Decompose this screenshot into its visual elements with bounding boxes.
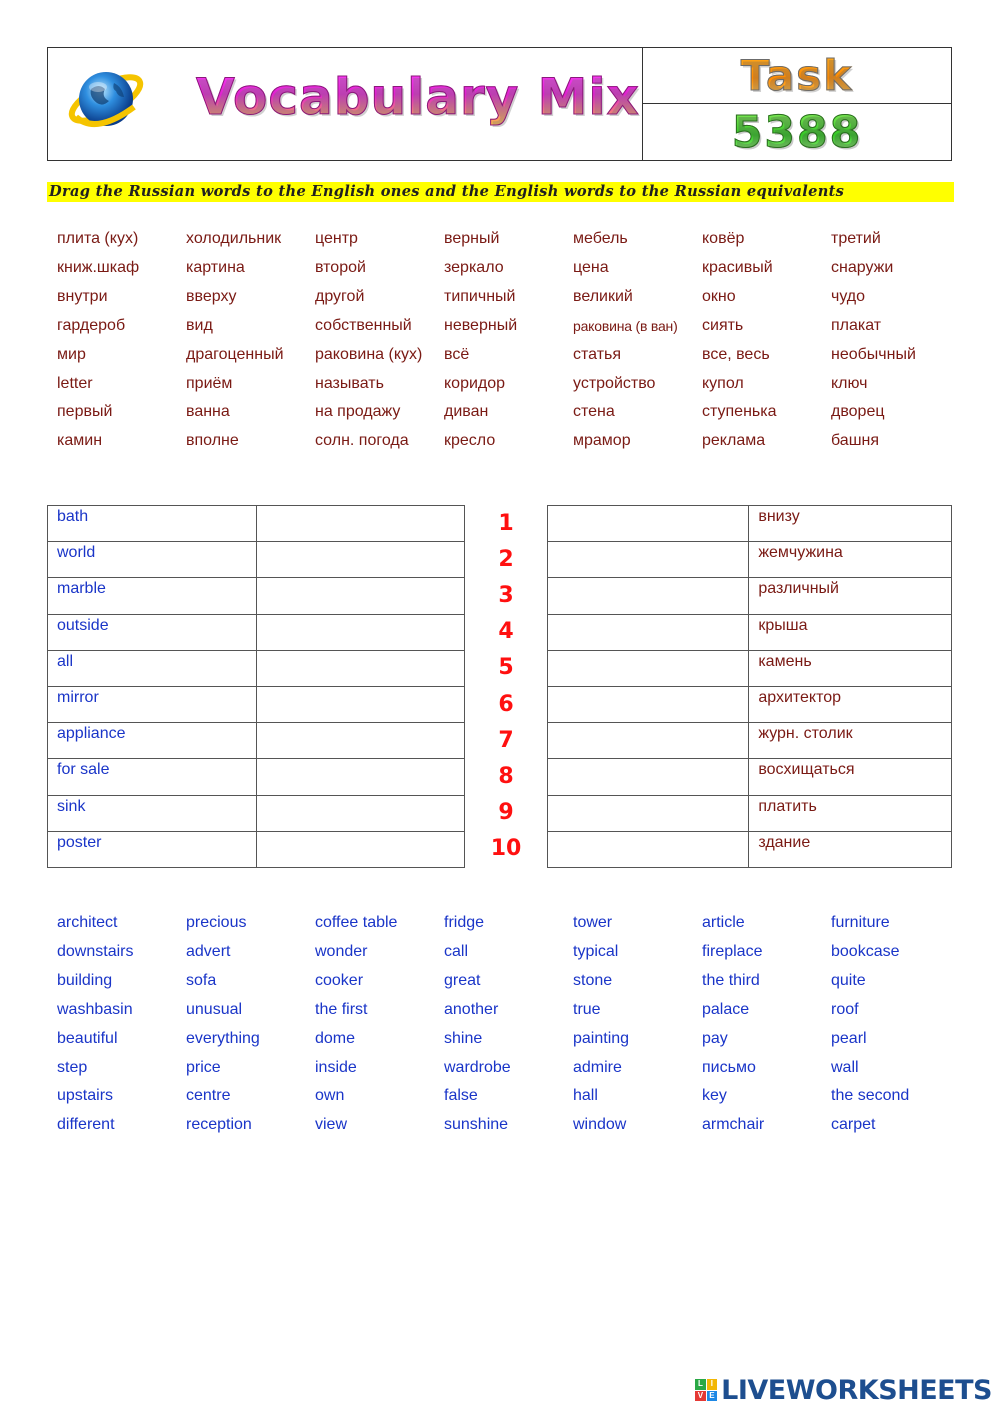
logo-mark-letter: L	[695, 1379, 706, 1390]
liveworksheets-logo	[695, 1375, 992, 1405]
russian-word-cell: журн. столик	[749, 723, 952, 759]
russian-word-tile[interactable]: мир	[57, 345, 86, 363]
russian-word-tile[interactable]: устройство	[573, 374, 656, 392]
english-word-tile[interactable]: palace	[702, 1000, 750, 1018]
russian-word-tile[interactable]: коридор	[444, 374, 506, 392]
russian-word-tile[interactable]: холодильник	[186, 230, 282, 247]
english-drop-target[interactable]	[548, 795, 749, 831]
russian-word-cell: платить	[749, 795, 952, 831]
russian-word-tile[interactable]: второй	[315, 258, 366, 276]
english-word-tile[interactable]: true	[573, 1000, 601, 1018]
english-word-tile[interactable]: everything	[186, 1029, 260, 1047]
russian-word-tile[interactable]: всё	[444, 345, 470, 363]
row-number: 3	[498, 582, 514, 608]
english-word-tile[interactable]: carpet	[831, 1116, 876, 1134]
english-word-tile[interactable]: call	[444, 942, 469, 960]
russian-word-tile[interactable]: ключ	[831, 374, 868, 392]
russian-word-tile[interactable]: башня	[831, 432, 880, 450]
russian-drop-target[interactable]	[256, 650, 464, 686]
english-word-cell: appliance	[48, 723, 257, 759]
russian-word-tile[interactable]: мрамор	[573, 432, 631, 450]
row-number: 4	[498, 619, 514, 645]
english-word-tile[interactable]: precious	[186, 914, 247, 931]
table-row	[548, 686, 952, 722]
russian-word-tile[interactable]: стена	[573, 403, 615, 421]
english-word-tile[interactable]: article	[702, 914, 745, 931]
table-row	[48, 723, 465, 759]
english-word-tile[interactable]: inside	[315, 1058, 357, 1076]
table-row	[548, 831, 952, 867]
russian-word-tile[interactable]: центр	[315, 230, 358, 247]
english-word-tile[interactable]: roof	[831, 1000, 859, 1018]
russian-word-tile[interactable]: кресло	[444, 432, 496, 450]
table-row	[48, 614, 465, 650]
table-row	[548, 542, 952, 578]
english-word-cell: all	[48, 650, 257, 686]
russian-word-cell: различный	[749, 578, 952, 614]
russian-word-tile[interactable]: на продажу	[315, 403, 401, 421]
russian-word-tile[interactable]: необычный	[831, 345, 916, 363]
english-word-tile[interactable]: fireplace	[702, 942, 763, 960]
row-number: 7	[498, 727, 514, 753]
russian-word-tile[interactable]: снаружи	[831, 258, 894, 276]
english-drop-target[interactable]	[548, 759, 749, 795]
russian-word-tile[interactable]: раковина (в ван)	[573, 317, 678, 334]
table-row	[48, 506, 465, 542]
english-word-tile[interactable]: beautiful	[57, 1029, 118, 1047]
english-word-tile[interactable]: the first	[315, 1000, 368, 1018]
table-row	[548, 795, 952, 831]
english-word-tile[interactable]: painting	[573, 1029, 630, 1047]
english-drop-target[interactable]	[548, 578, 749, 614]
logo-mark-letter: I	[707, 1379, 718, 1390]
russian-word-tile[interactable]: сиять	[702, 316, 744, 334]
russian-word-tile[interactable]: мебель	[573, 230, 628, 247]
english-word-tile[interactable]: admire	[573, 1058, 622, 1076]
row-number: 5	[498, 655, 514, 681]
russian-word-tile[interactable]: купол	[702, 374, 744, 392]
russian-word-tile[interactable]: солн. погода	[315, 432, 409, 450]
table-row	[48, 686, 465, 722]
russian-word-tile[interactable]: типичный	[444, 287, 516, 305]
russian-word-tile[interactable]: собственный	[315, 316, 412, 334]
english-word-tile[interactable]: quite	[831, 971, 866, 989]
row-number: 10	[490, 836, 522, 862]
english-word-tile[interactable]: unusual	[186, 1000, 243, 1018]
english-drop-target[interactable]	[548, 614, 749, 650]
english-word-tile[interactable]: письмо	[702, 1058, 756, 1076]
english-word-tile[interactable]: window	[573, 1116, 627, 1134]
russian-word-tile[interactable]: картина	[186, 258, 245, 276]
english-word-tile[interactable]: building	[57, 971, 113, 989]
russian-word-tile[interactable]: гардероб	[57, 316, 126, 334]
russian-word-tile[interactable]: ковёр	[702, 230, 745, 247]
english-word-tile[interactable]: false	[444, 1087, 478, 1105]
russian-word-tile[interactable]: книж.шкаф	[57, 258, 140, 276]
english-word-tile[interactable]: wonder	[315, 942, 368, 960]
table-row	[548, 614, 952, 650]
english-drop-target[interactable]	[548, 542, 749, 578]
russian-word-cell: архитектор	[749, 686, 952, 722]
english-word-tile[interactable]: sofa	[186, 971, 217, 989]
russian-word-cell: внизу	[749, 506, 952, 542]
russian-word-tile[interactable]: letter	[57, 374, 93, 392]
russian-word-tile[interactable]: раковина (кух)	[315, 345, 423, 363]
russian-word-cell: крыша	[749, 614, 952, 650]
english-word-tile[interactable]: furniture	[831, 914, 890, 931]
english-word-tile[interactable]: washbasin	[57, 1000, 133, 1018]
russian-drop-target[interactable]	[256, 506, 464, 542]
russian-word-tile[interactable]: все, весь	[702, 345, 770, 363]
english-word-tile[interactable]: cooker	[315, 971, 364, 989]
russian-word-tile[interactable]: камин	[57, 432, 103, 450]
russian-word-tile[interactable]: окно	[702, 287, 736, 305]
english-word-cell: mirror	[48, 686, 257, 722]
russian-word-tile[interactable]: дворец	[831, 403, 885, 421]
globe-icon	[66, 63, 146, 133]
russian-word-tile[interactable]: первый	[57, 403, 113, 421]
russian-word-tile[interactable]: реклама	[702, 432, 766, 450]
russian-word-tile[interactable]: ванна	[186, 403, 230, 421]
english-word-tile[interactable]: fridge	[444, 914, 485, 931]
english-word-cell: bath	[48, 506, 257, 542]
russian-word-tile[interactable]: плита (кух)	[57, 230, 139, 247]
russian-drop-target[interactable]	[256, 614, 464, 650]
instruction-banner: Drag the Russian words to the English ones and the English words to the Russian equivalents	[47, 182, 954, 202]
task-number-cell	[643, 104, 951, 160]
russian-word-cell: жемчужина	[749, 542, 952, 578]
english-word-tile[interactable]: the third	[702, 971, 760, 989]
russian-drop-target[interactable]	[256, 542, 464, 578]
russian-word-tile[interactable]: чудо	[831, 287, 866, 305]
header-box	[47, 47, 952, 161]
english-drop-target[interactable]	[548, 506, 749, 542]
russian-drop-target[interactable]	[256, 831, 464, 867]
english-word-tile[interactable]: pay	[702, 1029, 728, 1047]
english-word-tile[interactable]: bookcase	[831, 942, 900, 960]
english-drop-target[interactable]	[548, 686, 749, 722]
english-word-tile[interactable]: own	[315, 1087, 345, 1105]
russian-word-tile[interactable]: другой	[315, 287, 365, 305]
row-number: 2	[498, 546, 514, 572]
english-word-cell: sink	[48, 795, 257, 831]
russian-word-tile[interactable]: вполне	[186, 432, 239, 450]
english-word-tile[interactable]: advert	[186, 942, 231, 960]
english-word-tile[interactable]: pearl	[831, 1029, 867, 1047]
russian-word-tile[interactable]: ступенька	[702, 403, 777, 421]
russian-word-tile[interactable]: называть	[315, 374, 384, 392]
english-word-tile[interactable]: coffee table	[315, 914, 398, 931]
english-to-russian-table	[47, 505, 465, 868]
row-number: 1	[498, 510, 514, 536]
russian-word-tile[interactable]: внутри	[57, 287, 108, 305]
table-row	[548, 650, 952, 686]
russian-word-tile[interactable]: статья	[573, 345, 622, 363]
task-label-cell	[643, 48, 951, 104]
russian-to-english-table	[547, 505, 952, 868]
table-row	[548, 759, 952, 795]
english-word-tile[interactable]: the second	[831, 1087, 910, 1105]
table-row	[48, 578, 465, 614]
russian-word-tile[interactable]: вид	[186, 316, 213, 334]
russian-word-tile[interactable]: красивый	[702, 258, 773, 276]
russian-drop-target[interactable]	[256, 759, 464, 795]
english-word-tile[interactable]: another	[444, 1000, 499, 1018]
row-number: 6	[498, 691, 514, 717]
row-numbers	[480, 505, 532, 867]
row-number: 8	[498, 763, 514, 789]
english-drop-target[interactable]	[548, 723, 749, 759]
russian-drop-target[interactable]	[256, 578, 464, 614]
english-word-cell: outside	[48, 614, 257, 650]
russian-word-tile[interactable]: диван	[444, 403, 489, 421]
russian-word-tile[interactable]: верный	[444, 230, 500, 247]
english-word-tile[interactable]: price	[186, 1058, 221, 1076]
table-row	[548, 506, 952, 542]
english-word-tile[interactable]: upstairs	[57, 1087, 114, 1105]
table-row	[48, 795, 465, 831]
english-word-tile[interactable]: wall	[831, 1058, 859, 1076]
russian-word-cell: камень	[749, 650, 952, 686]
russian-word-tile[interactable]: великий	[573, 287, 633, 305]
russian-drop-target[interactable]	[256, 795, 464, 831]
english-word-tile[interactable]: shine	[444, 1029, 483, 1047]
russian-drop-target[interactable]	[256, 723, 464, 759]
english-word-tile[interactable]: hall	[573, 1087, 598, 1105]
english-word-tile[interactable]: tower	[573, 914, 613, 931]
table-row	[548, 723, 952, 759]
russian-drop-target[interactable]	[256, 686, 464, 722]
logo-mark-icon	[695, 1379, 717, 1401]
russian-word-cell: восхищаться	[749, 759, 952, 795]
english-word-cell: world	[48, 542, 257, 578]
english-word-cell: poster	[48, 831, 257, 867]
page-title: Vocabulary Mix	[196, 68, 640, 126]
russian-word-tile[interactable]: третий	[831, 230, 881, 247]
english-word-cell: marble	[48, 578, 257, 614]
russian-word-tile[interactable]: приём	[186, 374, 233, 392]
russian-word-tile[interactable]: вверху	[186, 287, 237, 305]
table-row	[48, 650, 465, 686]
russian-word-cell: здание	[749, 831, 952, 867]
russian-word-tile[interactable]: зеркало	[444, 258, 504, 276]
english-word-tile[interactable]: step	[57, 1058, 88, 1076]
english-drop-target[interactable]	[548, 831, 749, 867]
english-word-tile[interactable]: key	[702, 1087, 727, 1105]
russian-word-tile[interactable]: неверный	[444, 316, 518, 334]
table-row	[48, 831, 465, 867]
english-word-cell: for sale	[48, 759, 257, 795]
row-number: 9	[498, 800, 514, 826]
english-drop-target[interactable]	[548, 650, 749, 686]
task-label: Task	[740, 51, 854, 100]
english-word-tile[interactable]: view	[315, 1116, 348, 1134]
english-word-tile[interactable]: downstairs	[57, 942, 134, 960]
title-cell	[48, 48, 643, 160]
table-row	[548, 578, 952, 614]
russian-word-tile[interactable]: драгоценный	[186, 345, 284, 363]
task-number: 5388	[731, 106, 863, 158]
logo-mark-letter: V	[695, 1391, 706, 1402]
logo-brand-text: LIVEWORKSHEETS	[721, 1374, 992, 1406]
english-word-tile[interactable]: great	[444, 971, 481, 989]
english-word-tile[interactable]: centre	[186, 1087, 231, 1105]
logo-mark-letter: E	[707, 1391, 718, 1402]
english-word-tile[interactable]: different	[57, 1116, 115, 1134]
table-row	[48, 542, 465, 578]
table-row	[48, 759, 465, 795]
russian-word-tile[interactable]: плакат	[831, 316, 882, 334]
russian-word-tile[interactable]: цена	[573, 258, 609, 276]
english-word-tile[interactable]: armchair	[702, 1116, 765, 1134]
english-word-tile[interactable]: typical	[573, 942, 619, 960]
english-word-tile[interactable]: wardrobe	[444, 1058, 511, 1076]
english-word-tile[interactable]: stone	[573, 971, 613, 989]
english-word-tile[interactable]: architect	[57, 914, 118, 931]
english-word-tile[interactable]: reception	[186, 1116, 252, 1134]
english-word-tile[interactable]: sunshine	[444, 1116, 509, 1134]
english-word-tile[interactable]: dome	[315, 1029, 356, 1047]
